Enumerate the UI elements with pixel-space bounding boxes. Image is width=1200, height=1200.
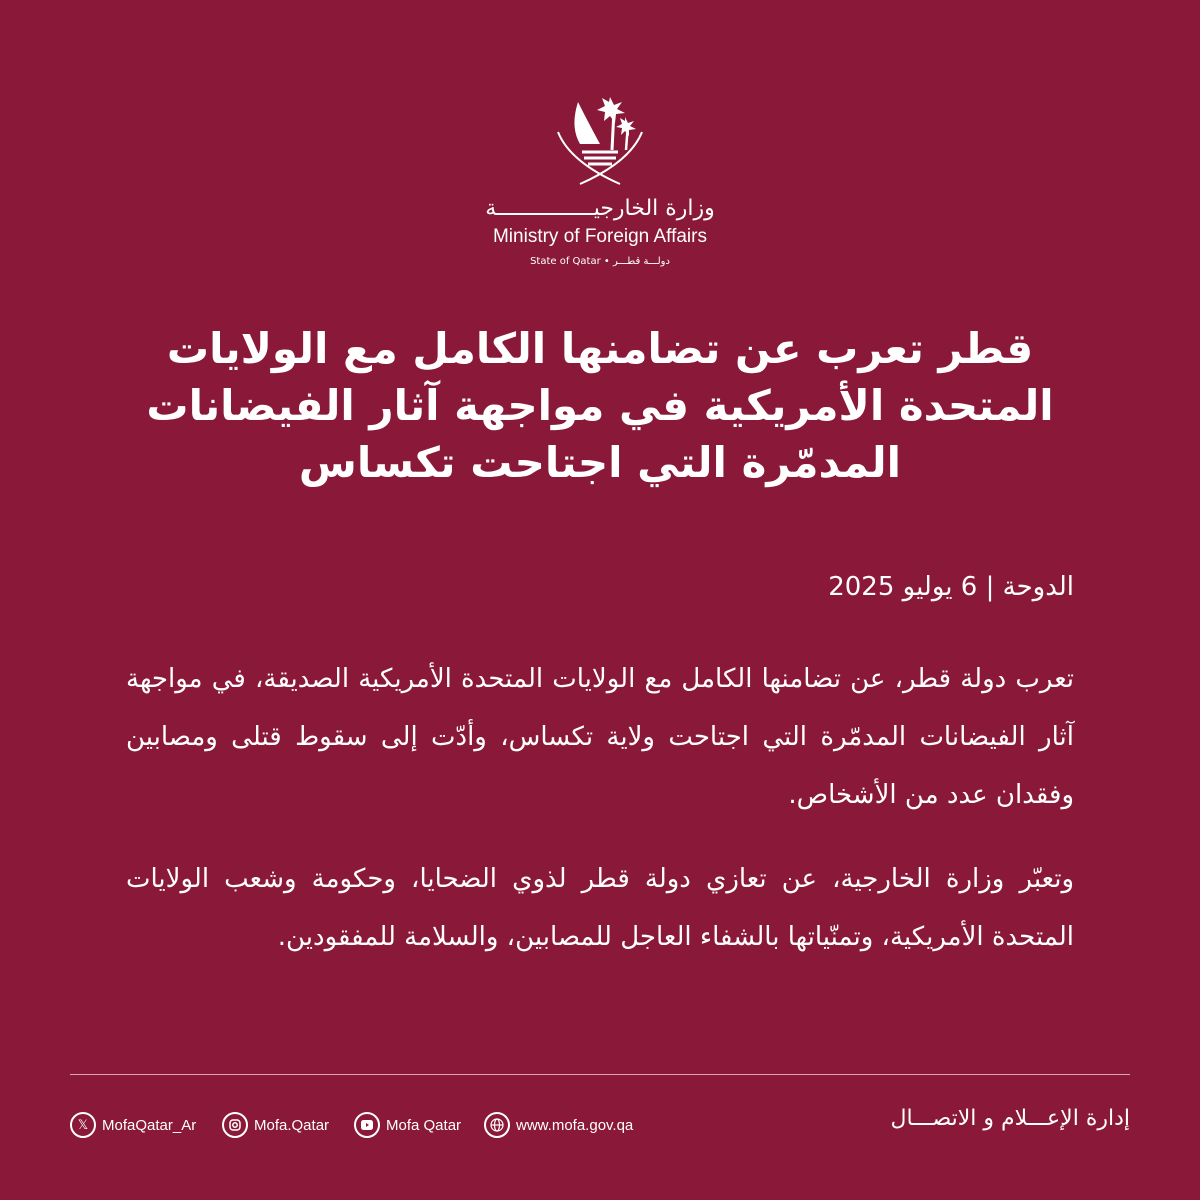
dateline: الدوحة | 6 يوليو 2025 [828, 572, 1074, 602]
body-paragraph-1: تعرب دولة قطر، عن تضامنها الكامل مع الولايات المتحدة الأمريكية الصديقة، في مواجهة آثار الفيضانات المدمّرة التي اجتاحت ولاية تكساس، وأدّت إلى سقوط قتلى ومصابين وفقدان عدد من الأشخاص. [126, 664, 1074, 810]
x-handle: MofaQatar_Ar [102, 1116, 197, 1134]
globe-icon [484, 1112, 510, 1138]
ministry-emblem-logo [540, 92, 660, 192]
instagram-icon [222, 1112, 248, 1138]
statement-title: قطر تعرب عن تضامنها الكامل مع الولايات المتحدة الأمريكية في مواجهة آثار الفيضانات المدمّرة التي اجتاحت تكساس [146, 324, 1054, 487]
youtube-link[interactable] [354, 1110, 461, 1140]
website-link[interactable] [484, 1110, 633, 1140]
website-url: www.mofa.gov.qa [516, 1116, 634, 1134]
x-icon: 𝕏 [70, 1112, 96, 1138]
youtube-handle: Mofa Qatar [386, 1116, 462, 1134]
footer-divider [70, 1074, 1130, 1075]
department-name: إدارة الإعـــلام و الاتصـــال [890, 1106, 1130, 1131]
youtube-icon [354, 1112, 380, 1138]
instagram-handle: Mofa.Qatar [254, 1116, 330, 1134]
body-paragraph-2: وتعبّر وزارة الخارجية، عن تعازي دولة قطر لذوي الضحايا، وحكومة وشعب الولايات المتحدة الأمريكية، وتمنّياتها بالشفاء العاجل للمصابين، والسلامة للمفقودين. [126, 864, 1074, 952]
x-link[interactable] [70, 1110, 196, 1140]
instagram-link[interactable] [222, 1110, 329, 1140]
ministry-name-arabic: وزارة الخارجيـــــــــــــــة [485, 196, 715, 221]
ministry-name-english: Ministry of Foreign Affairs [492, 226, 707, 247]
state-label: State of Qatar • دولـــة قطـــر [530, 256, 670, 267]
